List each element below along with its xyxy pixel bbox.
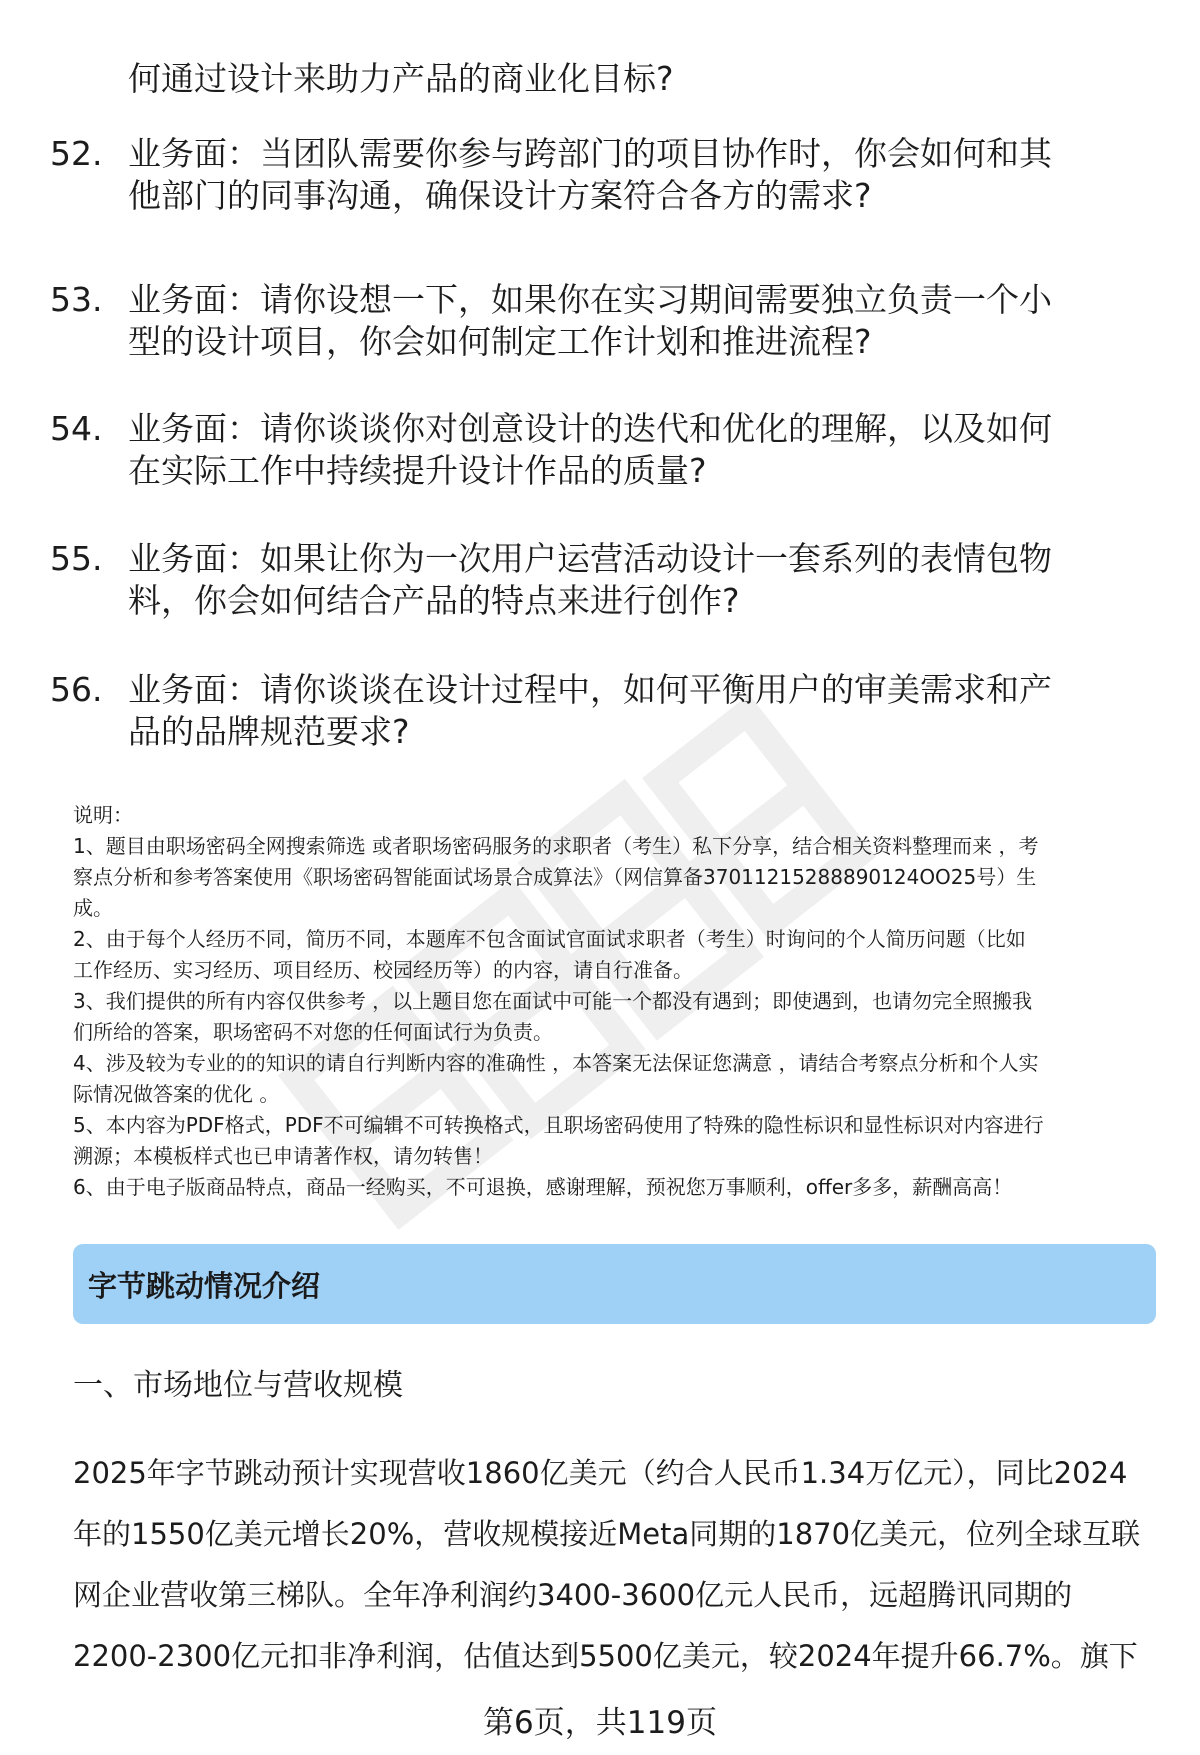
section-title-banner — [73, 1244, 1156, 1324]
question-text-line: 业务面：请你设想一下，如果你在实习期间需要独立负责一个小 — [128, 280, 1052, 319]
notes-line: 5、本内容为PDF格式，PDF不可编辑不可转换格式，且职场密码使用了特殊的隐性标识和显性标识对内容进行 — [73, 1113, 1044, 1137]
question-text-line: 在实际工作中持续提升设计作品的质量? — [128, 451, 707, 490]
question-text-line: 业务面：请你谈谈你对创意设计的迭代和优化的理解，以及如何 — [128, 409, 1052, 448]
notes-line: 6、由于电子版商品特点，商品一经购买，不可退换，感谢理解，预祝您万事顺利，offer多多，薪酬高高！ — [73, 1175, 1013, 1199]
section-subheading: 一、市场地位与营收规模 — [73, 1368, 403, 1403]
question-number: 55. — [50, 539, 103, 578]
section-paragraph — [73, 1443, 1163, 1687]
question-text-line: 料，你会如何结合产品的特点来进行创作? — [128, 581, 740, 620]
question-text-line: 业务面：如果让你为一次用户运营活动设计一套系列的表情包物 — [128, 539, 1052, 578]
notes-line: 成。 — [73, 896, 113, 920]
notes-line: 际情况做答案的优化 。 — [73, 1082, 280, 1106]
question-text-line: 业务面：当团队需要你参与跨部门的项目协作时，你会如何和其 — [128, 134, 1052, 173]
notes-line: 3、我们提供的所有内容仅供参考 ，以上题目您在面试中可能一个都没有遇到；即使遇到，也请勿完全照搬我 — [73, 989, 1033, 1013]
disclaimer-notes — [73, 800, 1163, 1203]
notes-line: 察点分析和参考答案使用《职场密码智能面试场景合成算法》（网信算备37011215288890124OO25号）生 — [73, 865, 1037, 889]
question-continuation: 何通过设计来助力产品的商业化目标? — [128, 59, 674, 98]
notes-line: 1、题目由职场密码全网搜索筛选 或者职场密码服务的求职者（考生）私下分享，结合相关资料整理而来 ，考 — [73, 834, 1039, 858]
question-text-line: 型的设计项目，你会如何制定工作计划和推进流程? — [128, 322, 872, 361]
paragraph-line: 网企业营收第三梯队。全年净利润约3400-3600亿元人民币，远超腾讯同期的 — [73, 1578, 1073, 1612]
paragraph-line: 年的1550亿美元增长20%，营收规模接近Meta同期的1870亿美元，位列全球互联 — [73, 1517, 1141, 1551]
question-number: 53. — [50, 280, 103, 319]
question-text-line: 他部门的同事沟通，确保设计方案符合各方的需求? — [128, 176, 872, 215]
question-text-line: 业务面：请你谈谈在设计过程中，如何平衡用户的审美需求和产 — [128, 670, 1052, 709]
notes-heading: 说明： — [73, 803, 133, 827]
notes-line: 工作经历、实习经历、项目经历、校园经历等）的内容，请自行准备。 — [73, 958, 693, 982]
notes-line: 们所给的答案，职场密码不对您的任何面试行为负责。 — [73, 1020, 553, 1044]
question-number: 56. — [50, 670, 103, 709]
notes-line: 溯源；本模板样式也已申请著作权，请勿转售！ — [73, 1144, 493, 1168]
question-number: 54. — [50, 409, 103, 448]
page-number: 第6页，共119页 — [483, 1705, 717, 1741]
paragraph-line: 2025年字节跳动预计实现营收1860亿美元（约合人民币1.34万亿元），同比2024 — [73, 1456, 1128, 1490]
question-text-line: 品的品牌规范要求? — [128, 712, 410, 751]
notes-line: 4、涉及较为专业的的知识的请自行判断内容的准确性 ，本答案无法保证您满意 ，请结合考察点分析和个人实 — [73, 1051, 1039, 1075]
section-title: 字节跳动情况介绍 — [88, 1269, 321, 1303]
notes-line: 2、由于每个人经历不同，简历不同，本题库不包含面试官面试求职者（考生）时询问的个人简历问题（比如 — [73, 927, 1026, 951]
paragraph-line: 2200-2300亿元扣非净利润，估值达到5500亿美元，较2024年提升66.7%。旗下 — [73, 1639, 1138, 1673]
question-number: 52. — [50, 134, 103, 173]
